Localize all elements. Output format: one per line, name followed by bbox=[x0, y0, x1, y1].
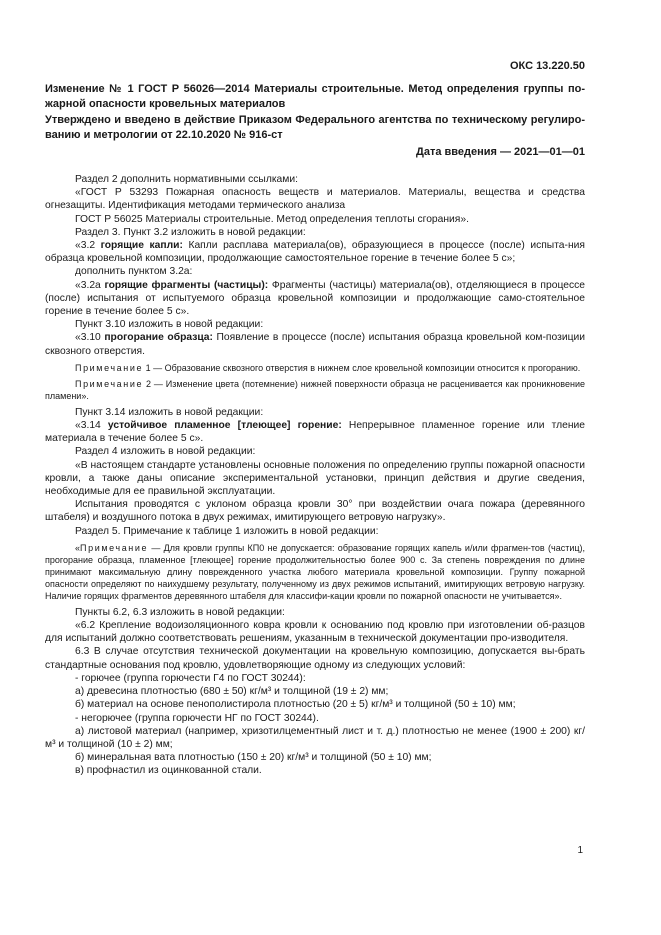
paragraph: «ГОСТ Р 53293 Пожарная опасность веществ и материалов. Материалы, вещества и средства огнезащиты. Идентификация методами термического анализа bbox=[45, 187, 585, 212]
paragraph: 6.3 В случае отсутствия технической документации на кровельную композицию, допускается вы-брать стандартные основания под кровлю, удовлетворяющие одному из следующих условий: bbox=[45, 646, 585, 671]
list-item: б) материал на основе пенополистирола плотностью (20 ± 5) кг/м³ и толщиной (50 ± 10) мм; bbox=[75, 699, 516, 711]
definition-text: Капли расплава материала(ов), образующиеся в процессе (после) испыта-ния образца кровельной композиции, продолжающие самостоятельное горение в течение более 5 с»; bbox=[45, 240, 585, 265]
defined-term: устойчивое пламенное [тлеющее] горение: bbox=[107, 420, 342, 432]
paragraph: ГОСТ Р 56025 Материалы строительные. Метод определения теплоты сгорания». bbox=[75, 213, 469, 225]
classification-code: ОКС 13.220.50 bbox=[509, 60, 585, 72]
definition-text: Непрерывное пламенное горение или тление материала в течение более 5 с». bbox=[45, 420, 585, 445]
amendment-title: Изменение № 1 ГОСТ Р 56026—2014 Материалы строительные. Метод определения группы по-жарной опасности кровельных материалов bbox=[45, 83, 585, 110]
document-body bbox=[45, 173, 585, 778]
note-text: 1 — Образование сквозного отверстия в нижнем слое кровельной композиции относится к прогоранию. bbox=[143, 362, 581, 373]
note-label: Примечание bbox=[75, 362, 144, 373]
list-item: - горючее (группа горючести Г4 по ГОСТ 30244): bbox=[75, 672, 306, 684]
note-text: — Для кровли группы КП0 не допускается: образование горящих капель и/или фрагмен-тов (частиц), прогорание образца, пламенное [тлеющее] горение продолжительностью более 900 с. За степень повреждения по длине принимают максимальную длину поврежденного участка любого материала кровельной композиции. Группу пожарной опасности определяют по наихудшему результату, полученному из двух режимов испытаний, имитирующих ветровую нагрузку. Наличие горящих фрагментов деревянного штабеля для классифи-кации кровли по пожарной опасности не учитывается». bbox=[45, 542, 585, 601]
paragraph: дополнить пунктом 3.2а: bbox=[75, 266, 193, 278]
list-item: а) листовой материал (например, хризотилцементный лист и т. д.) плотностью не менее (1900 ± 200) кг/м³ и толщиной (10 ± 2) мм; bbox=[45, 725, 585, 750]
note bbox=[45, 542, 585, 602]
clause-number: «3.14 bbox=[75, 420, 108, 432]
note-text: 2 — Изменение цвета (потемнение) нижней поверхности образца не расценивается как проникновение пламени». bbox=[45, 378, 585, 401]
definition-paragraph bbox=[45, 279, 585, 319]
paragraph: Раздел 4 изложить в новой редакции: bbox=[75, 446, 256, 458]
paragraph: Пункт 3.10 изложить в новой редакции: bbox=[75, 319, 264, 331]
paragraph: «6.2 Крепление водоизоляционного ковра кровли к основанию под кровлю при изготовлении об-разцов для испытаний должно соответствовать решениям, указанным в технической документации про-изводителя. bbox=[45, 620, 585, 645]
defined-term: горящие капли: bbox=[100, 240, 183, 252]
paragraph: Раздел 3. Пункт 3.2 изложить в новой редакции: bbox=[75, 226, 306, 238]
paragraph: Раздел 5. Примечание к таблице 1 изложить в новой редакции: bbox=[75, 525, 379, 537]
page-number: 1 bbox=[577, 845, 583, 856]
list-item: а) древесина плотностью (680 ± 50) кг/м³ и толщиной (19 ± 2) мм; bbox=[75, 686, 389, 698]
definition-paragraph bbox=[45, 419, 585, 445]
paragraph: Испытания проводятся с уклоном образца кровли 30° при воздействии очага пожара (деревянного штабеля) и воздушного потока в двух режимах, имитирующего ветровую нагрузку». bbox=[45, 499, 585, 524]
note-label: Примечание bbox=[75, 378, 144, 389]
definition-text: Фрагменты (частицы) материала(ов), отделяющиеся в процессе (после) испытания от испытуемого образца кровельной композиции и продолжающие само-стоятельное горение в течение более 5 с». bbox=[45, 279, 585, 318]
effective-date: Дата введения — 2021—01—01 bbox=[416, 146, 585, 158]
clause-number: «3.2а bbox=[75, 279, 105, 291]
paragraph: Пункты 6.2, 6.3 изложить в новой редакции: bbox=[75, 606, 285, 618]
note bbox=[45, 378, 585, 402]
definition-text: Появление в процессе (после) испытания образца кровельной ком-позиции сквозного отверстия. bbox=[45, 332, 585, 357]
note bbox=[45, 362, 585, 374]
paragraph: Пункт 3.14 изложить в новой редакции: bbox=[75, 406, 264, 418]
list-item: в) профнастил из оцинкованной стали. bbox=[75, 765, 262, 777]
defined-term: прогорание образца: bbox=[104, 332, 213, 344]
defined-term: горящие фрагменты (частицы): bbox=[104, 279, 269, 291]
list-item: - негорючее (группа горючести НГ по ГОСТ 30244). bbox=[75, 712, 319, 724]
approval-statement: Утверждено и введено в действие Приказом Федерального агентства по техническому регулиро-ванию и метрологии от 22.10.2020 № 916-ст bbox=[45, 114, 585, 141]
paragraph: «В настоящем стандарте установлены основные положения по определению группы пожарной опасности кровли, а также даны описание экспериментальной установки, принцип действия и другие сведения, необходимые для ее правильной эксплуатации. bbox=[45, 459, 585, 498]
list-item: б) минеральная вата плотностью (150 ± 20) кг/м³ и толщиной (50 ± 10) мм; bbox=[75, 752, 432, 764]
clause-number: «3.2 bbox=[75, 240, 101, 252]
note-label: Примечание bbox=[80, 542, 149, 553]
paragraph: Раздел 2 дополнить нормативными ссылками: bbox=[75, 174, 298, 185]
definition-paragraph bbox=[45, 239, 585, 265]
clause-number: «3.10 bbox=[75, 332, 105, 344]
definition-paragraph bbox=[45, 331, 585, 357]
quote-mark: « bbox=[75, 542, 81, 553]
